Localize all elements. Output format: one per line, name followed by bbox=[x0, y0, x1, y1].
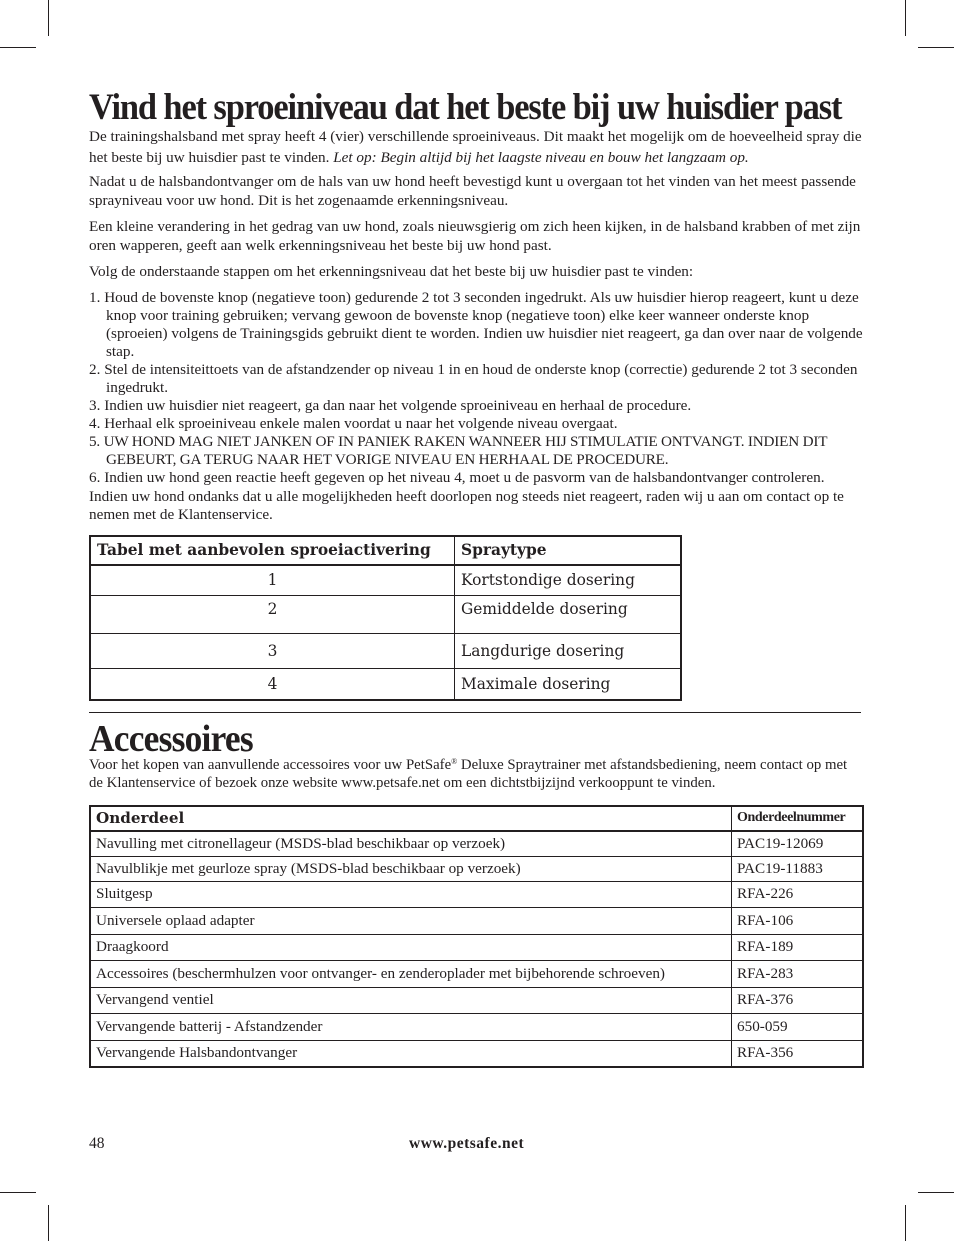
list-item: 3. Indien uw huisdier niet reageert, ga dan naar het volgende sproeiniveau en herhaal de procedure. bbox=[89, 396, 692, 414]
intro-text: De trainingshalsband met spray heeft 4 (vier) verschillende sproeiniveaus. Dit maakt het mogelijk om de hoeveelheid spray die het beste bij uw huisdier past te vinden. bbox=[89, 128, 862, 166]
page-content bbox=[89, 88, 864, 1068]
table-row bbox=[90, 881, 863, 908]
table-row bbox=[90, 1014, 863, 1041]
table-header: Tabel met aanbevolen sproeiactivering bbox=[90, 536, 455, 565]
table-cell: 4 bbox=[90, 668, 455, 700]
website-link[interactable]: www.petsafe.net bbox=[409, 1135, 525, 1152]
table-row bbox=[90, 831, 863, 857]
paragraph: Volg de onderstaande stappen om het erkenningsniveau dat het beste bij uw huisdier past te vinden: bbox=[89, 263, 694, 280]
table-cell: Gemiddelde dosering bbox=[455, 595, 682, 633]
table-cell: Sluitgesp bbox=[90, 881, 732, 908]
table-cell: RFA-226 bbox=[732, 881, 864, 908]
table-cell: RFA-356 bbox=[732, 1040, 864, 1067]
table-cell: 2 bbox=[90, 595, 455, 633]
table-row bbox=[90, 908, 863, 935]
table-row bbox=[90, 987, 863, 1014]
table-cell: Vervangende Halsbandontvanger bbox=[90, 1040, 732, 1067]
table-cell: 3 bbox=[90, 633, 455, 668]
crop-mark bbox=[918, 47, 954, 48]
list-item: 4. Herhaal elk sproeiniveau enkele malen voordat u naar het volgende niveau overgaat. bbox=[89, 414, 618, 432]
list-item: 2. Stel de intensiteittoets van de afstandzender op niveau 1 in en houd de onderste knop (correctie) gedurende 2 tot 3 seconden ingedrukt. bbox=[89, 360, 858, 396]
accessories-title: Accessoires bbox=[89, 717, 253, 760]
registered-mark: ® bbox=[451, 756, 458, 766]
crop-mark bbox=[0, 47, 36, 48]
table-cell: Universele oplaad adapter bbox=[90, 908, 732, 935]
table-cell: Kortstondige dosering bbox=[455, 565, 682, 596]
table-cell: RFA-376 bbox=[732, 987, 864, 1014]
table-cell: Vervangende batterij - Afstandzender bbox=[90, 1014, 732, 1041]
table-cell: Vervangend ventiel bbox=[90, 987, 732, 1014]
crop-mark bbox=[905, 1205, 906, 1241]
accessories-table bbox=[89, 805, 864, 1069]
table-cell: PAC19-11883 bbox=[732, 856, 864, 881]
divider bbox=[89, 712, 861, 713]
table-header: Onderdeelnummer bbox=[732, 806, 864, 831]
page-number: 48 bbox=[89, 1135, 105, 1152]
intro-paragraph bbox=[89, 126, 864, 168]
table-row bbox=[90, 633, 681, 668]
intro-note: Let op: Begin altijd bij het laagste niveau en bouw het langzaam op. bbox=[333, 149, 749, 166]
table-row bbox=[90, 565, 681, 596]
table-cell: RFA-106 bbox=[732, 908, 864, 935]
table-cell: Maximale dosering bbox=[455, 668, 682, 700]
table-header-row bbox=[90, 806, 863, 831]
table-cell: 1 bbox=[90, 565, 455, 596]
table-cell: Langdurige dosering bbox=[455, 633, 682, 668]
paragraph: Indien uw hond ondanks dat u alle mogelijkheden heeft doorlopen nog steeds niet reageert, raden wij u aan om contact op te nemen met de Klantenservice. bbox=[89, 487, 844, 523]
table-row bbox=[90, 961, 863, 988]
crop-mark bbox=[48, 0, 49, 36]
table-cell: 650-059 bbox=[732, 1014, 864, 1041]
table-row bbox=[90, 856, 863, 881]
paragraph: Nadat u de halsbandontvanger om de hals van uw hond heeft bevestigd kunt u overgaan tot het vinden van het meest passende sprayniveau voor uw hond. Dit is het zogenaamde erkenningsniveau. bbox=[89, 173, 856, 209]
table-row bbox=[90, 934, 863, 961]
crop-mark bbox=[0, 1192, 36, 1193]
intro-text: Deluxe Spraytrainer met afstandsbediening, neem contact op met de Klantenservice of bezoek onze website www.petsafe.net om een dichtstbijzijnd verkooppunt te vinden. bbox=[89, 756, 848, 791]
intro-text: Voor het kopen van aanvullende accessoires voor uw PetSafe bbox=[89, 756, 452, 773]
crop-mark bbox=[918, 1192, 954, 1193]
list-item: 1. Houd de bovenste knop (negatieve toon) gedurende 2 tot 3 seconden ingedrukt. Als uw huisdier hierop reageert, kunt u deze knop voor training gebruiken; vervang gewoon de bovenste knop (negatieve toon) elke keer wanneer onderste knop (sproeien) volgens de Trainingsgids gebruikt dient te worden. Indien uw huisdier niet reageert, ga dan over naar de volgende stap. bbox=[89, 288, 863, 360]
section-title: Vind het sproeiniveau dat het beste bij uw huisdier past bbox=[89, 87, 842, 128]
table-header: Onderdeel bbox=[90, 806, 732, 831]
table-row bbox=[90, 595, 681, 633]
list-item: 6. Indien uw hond geen reactie heeft gegeven op het niveau 4, moet u de pasvorm van de halsbandontvanger controleren. bbox=[89, 468, 825, 486]
paragraph: Een kleine verandering in het gedrag van uw hond, zoals nieuwsgierig om zich heen kijken, in de halsband krabben of met zijn oren wapperen, geeft aan welk erkenningsniveau het beste bij uw hond past. bbox=[89, 218, 861, 254]
crop-mark bbox=[48, 1205, 49, 1241]
table-cell: Navulblikje met geurloze spray (MSDS-blad beschikbaar op verzoek) bbox=[90, 856, 732, 881]
list-item: 5. UW HOND MAG NIET JANKEN OF IN PANIEK RAKEN WANNEER HIJ STIMULATIE ONTVANGT. INDIEN DIT GEBEURT, GA TERUG NAAR HET VORIGE NIVEAU EN HERHAAL DE PROCEDURE. bbox=[89, 432, 828, 468]
table-row bbox=[90, 1040, 863, 1067]
table-cell: Navulling met citronellageur (MSDS-blad beschikbaar op verzoek) bbox=[90, 831, 732, 857]
page-footer bbox=[89, 1135, 864, 1155]
table-header-row bbox=[90, 536, 681, 565]
table-cell: Accessoires (beschermhulzen voor ontvanger- en zenderoplader met bijbehorende schroeven) bbox=[90, 961, 732, 988]
spray-activation-table bbox=[89, 535, 682, 701]
table-cell: RFA-189 bbox=[732, 934, 864, 961]
table-cell: PAC19-12069 bbox=[732, 831, 864, 857]
table-cell: RFA-283 bbox=[732, 961, 864, 988]
table-row bbox=[90, 668, 681, 700]
steps-list bbox=[89, 289, 864, 487]
table-header: Spraytype bbox=[455, 536, 682, 565]
table-cell: Draagkoord bbox=[90, 934, 732, 961]
crop-mark bbox=[905, 0, 906, 36]
